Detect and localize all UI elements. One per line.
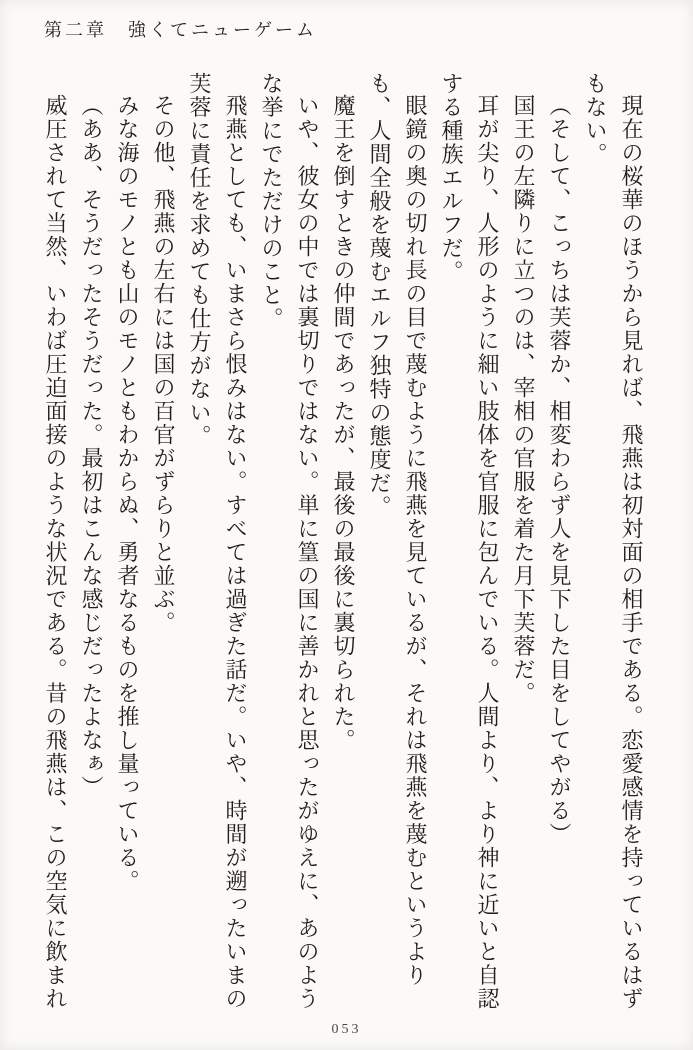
paragraph: 眼鏡の奥の切れ長の目で蔑むように飛燕を見ているが、それは飛燕を蔑むというよりも、人間全般を蔑むエルフ独特の態度だ。 (367, 72, 428, 987)
paragraph: （ああ、そうだったそうだった。最初はこんな感じだったよなぁ） (79, 94, 104, 799)
paragraph: 現在の桜華のほうから見れば、飛燕は初対面の相手である。恋愛感情を持っているはずもない。 (583, 72, 644, 1011)
chapter-header: 第二章 強くてニューゲーム (44, 20, 317, 40)
paragraph: いや、彼女の中では裏切りではない。単に篁の国に善かれと思ったがゆえに、あのような挙にでただけのこと。 (259, 72, 320, 1011)
paragraph: 威圧されて当然、いわば圧迫面接のような状況である。昔の飛燕は、この空気に飲まれ (43, 94, 68, 1011)
body-text (33, 72, 649, 1014)
paragraph: 国王の左隣りに立つのは、宰相の官服を着た月下芙蓉だ。 (511, 94, 536, 705)
paragraph: その他、飛燕の左右には国の百官がずらりと並ぶ。 (151, 94, 176, 635)
paragraph: 魔王を倒すときの仲間であったが、最後の最後に裏切られた。 (331, 94, 356, 752)
paragraph: 飛燕としても、いまさら恨みはない。すべては過ぎた話だ。いや、時間が遡ったいまの芙蓉に責任を求めても仕方がない。 (187, 72, 248, 1011)
paragraph: 耳が尖り、人形のように細い肢体を官服に包んでいる。人間より、より神に近いと自認する種族エルフだ。 (439, 72, 500, 1011)
paragraph: （そして、こっちは芙蓉か、相変わらず人を見下した目をしてやがる） (547, 94, 572, 846)
page-number: 053 (331, 1022, 362, 1037)
paragraph: みな海のモノとも山のモノともわからぬ、勇者なるものを推し量っている。 (115, 94, 140, 893)
